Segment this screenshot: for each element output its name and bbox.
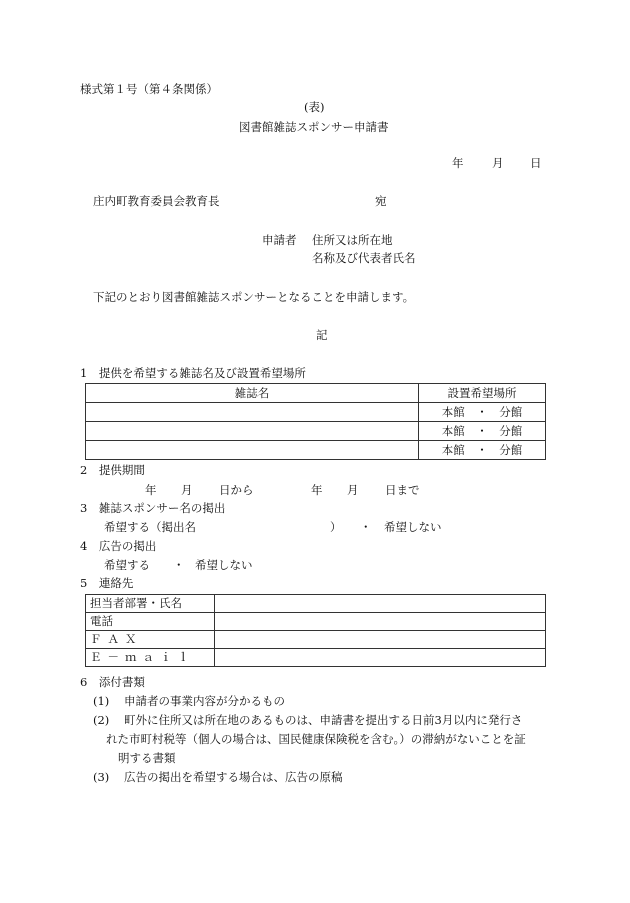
magazine-cell[interactable] bbox=[86, 441, 419, 460]
period-end-day: 日まで bbox=[385, 483, 420, 497]
attachment-text-continued: 明する書類 bbox=[118, 751, 176, 765]
contact-label: 電話 bbox=[86, 613, 215, 631]
magazine-cell[interactable] bbox=[86, 403, 419, 422]
sponsor-name-close-paren: ） bbox=[330, 520, 342, 534]
attachment-number: (2) bbox=[93, 713, 110, 727]
section1-heading: 1 提供を希望する雑誌名及び設置希望場所 bbox=[80, 366, 306, 380]
contact-label: ＦＡＸ bbox=[86, 631, 215, 649]
magazine-table bbox=[85, 383, 546, 460]
sponsor-name-yes[interactable]: 希望する（掲出名 bbox=[104, 520, 196, 534]
option-separator: ・ bbox=[360, 520, 372, 534]
form-side: (表) bbox=[304, 100, 325, 114]
contact-value-field[interactable] bbox=[214, 595, 545, 613]
form-number: 様式第１号（第４条関係） bbox=[80, 82, 218, 96]
table-row bbox=[86, 422, 546, 441]
contact-value-field[interactable] bbox=[214, 631, 545, 649]
period-end-year: 年 bbox=[311, 483, 323, 497]
section2-heading: 2 提供期間 bbox=[80, 463, 145, 477]
table-row bbox=[86, 595, 546, 613]
applicant-name-label: 名称及び代表者氏名 bbox=[312, 251, 416, 265]
period-start-day: 日から bbox=[219, 483, 254, 497]
section4-heading: 4 広告の掲出 bbox=[80, 539, 157, 553]
ad-yes[interactable]: 希望する bbox=[104, 558, 150, 572]
table-row bbox=[86, 649, 546, 667]
attachment-number: (1) bbox=[93, 694, 110, 708]
contact-label: 担当者部署・氏名 bbox=[86, 595, 215, 613]
ad-no[interactable]: 希望しない bbox=[195, 558, 253, 572]
date-month: 月 bbox=[492, 156, 504, 170]
applicant-address-label: 住所又は所在地 bbox=[312, 233, 393, 247]
intro-text: 下記のとおり図書館雑誌スポンサーとなることを申請します。 bbox=[93, 290, 415, 304]
period-start-month: 月 bbox=[181, 483, 193, 497]
ki-heading: 記 bbox=[316, 328, 328, 342]
table-row bbox=[86, 441, 546, 460]
table-header-row bbox=[86, 384, 546, 403]
magazine-cell[interactable] bbox=[86, 422, 419, 441]
date-year: 年 bbox=[452, 156, 464, 170]
addressee: 庄内町教育委員会教育長 bbox=[93, 194, 220, 208]
contact-value-field[interactable] bbox=[214, 649, 545, 667]
table-row bbox=[86, 631, 546, 649]
attachment-text: 申請者の事業内容が分かるもの bbox=[124, 694, 285, 708]
attachment-text: 町外に住所又は所在地のあるものは、申請書を提出する日前3月以内に発行さ bbox=[124, 713, 523, 727]
table-row bbox=[86, 613, 546, 631]
option-separator: ・ bbox=[173, 558, 185, 572]
contact-value-field[interactable] bbox=[214, 613, 545, 631]
attachment-text-continued: れた市町村税等（個人の場合は、国民健康保険税を含む。）の滞納がないことを証 bbox=[106, 732, 526, 746]
applicant-label: 申請者 bbox=[262, 233, 297, 247]
section3-heading: 3 雑誌スポンサー名の掲出 bbox=[80, 501, 226, 515]
sponsor-name-no[interactable]: 希望しない bbox=[384, 520, 442, 534]
contact-label: Ｅ－ｍａｉｌ bbox=[86, 649, 215, 667]
column-header-magazine: 雑誌名 bbox=[86, 384, 419, 403]
addressee-suffix: 宛 bbox=[375, 194, 387, 208]
location-cell[interactable]: 本館 ・ 分館 bbox=[419, 441, 546, 460]
location-cell[interactable]: 本館 ・ 分館 bbox=[419, 403, 546, 422]
section5-heading: 5 連絡先 bbox=[80, 576, 134, 590]
column-header-location: 設置希望場所 bbox=[419, 384, 546, 403]
period-end-month: 月 bbox=[347, 483, 359, 497]
attachment-text: 広告の掲出を希望する場合は、広告の原稿 bbox=[124, 770, 343, 784]
location-cell[interactable]: 本館 ・ 分館 bbox=[419, 422, 546, 441]
period-start-year: 年 bbox=[145, 483, 157, 497]
section6-heading: 6 添付書類 bbox=[80, 675, 145, 689]
page-title: 図書館雑誌スポンサー申請書 bbox=[239, 120, 389, 134]
attachment-number: (3) bbox=[93, 770, 110, 784]
date-day: 日 bbox=[530, 156, 542, 170]
table-row bbox=[86, 403, 546, 422]
contact-table bbox=[85, 594, 546, 667]
